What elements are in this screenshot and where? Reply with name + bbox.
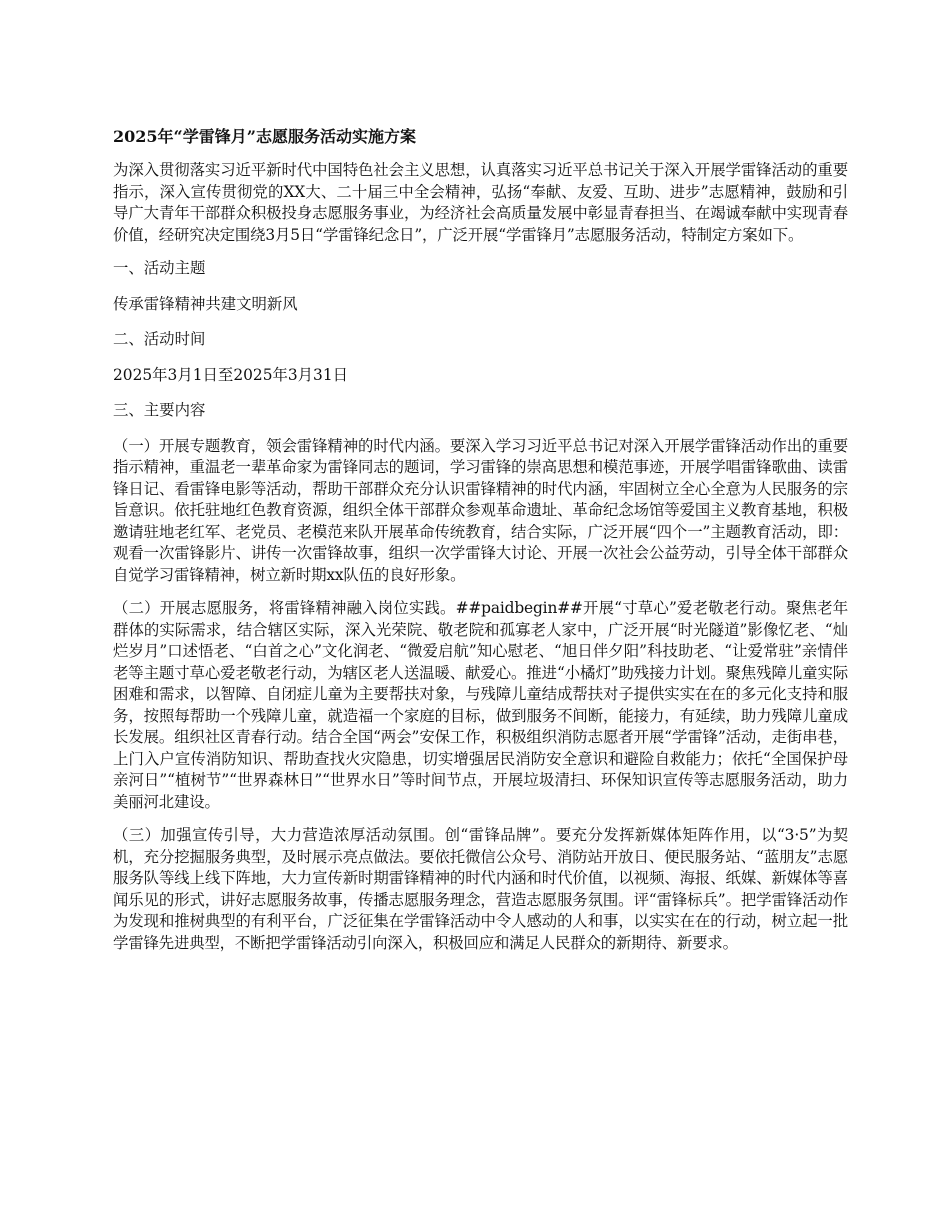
intro-paragraph: 为深入贯彻落实习近平新时代中国特色社会主义思想，认真落实习近平总书记关于深入开展学雷锋活动的重要指示，深入宣传贯彻党的XX大、二十届三中全会精神，弘扬“奉献、友爱、互助、进步”志愿精神，鼓励和引导广大青年干部群众积极投身志愿服务事业，为经济社会高质量发展中彰显青春担当、在竭诚奉献中实现青春价值，经研究决定围绕3月5日“学雷锋纪念日”，广泛开展“学雷锋月”志愿服务活动，特制定方案如下。 bbox=[113, 161, 848, 244]
section-body-theme: 传承雷锋精神共建文明新风 bbox=[113, 294, 298, 313]
section-heading-content: 三、主要内容 bbox=[113, 401, 206, 419]
document-title: 2025年“学雷锋月”志愿服务活动实施方案 bbox=[113, 127, 416, 146]
document-body bbox=[113, 126, 848, 966]
content-item-volunteer: （二）开展志愿服务，将雷锋精神融入岗位实践。##paidbegin##开展“寸草心”爱老敬老行动。聚焦老年群体的实际需求，结合辖区实际，深入光荣院、敬老院和孤寡老人家中，广泛开展“时光隧道”影像忆老、“灿烂岁月”口述悟老、“白首之心”文化润老、“微爱启航”知心慰老、“旭日伴夕阳”科技助老、“让爱常驻”亲情伴老等主题寸草心爱老敬老行动，为辖区老人送温暖、献爱心。推进“小橘灯”助残接力计划。聚焦残障儿童实际困难和需求，以智障、自闭症儿童为主要帮扶对象，与残障儿童结成帮扶对子提供实实在在的多元化支持和服务，按照每帮助一个残障儿童，就造福一个家庭的目标，做到服务不间断，能接力，有延续，助力残障儿童成长发展。组织社区青春行动。结合全国“两会”安保工作，积极组织消防志愿者开展“学雷锋”活动，走街串巷，上门入户宣传消防知识、帮助查找火灾隐患，切实增强居民消防安全意识和避险自救能力；依托“全国保护母亲河日”“植树节”“世界森林日”“世界水日”等时间节点，开展垃圾清扫、环保知识宣传等志愿服务活动，助力美丽河北建设。 bbox=[113, 599, 848, 811]
section-body-time: 2025年3月1日至2025年3月31日 bbox=[113, 365, 349, 384]
section-heading-theme: 一、活动主题 bbox=[113, 259, 206, 277]
content-item-education: （一）开展专题教育，领会雷锋精神的时代内涵。要深入学习习近平总书记对深入开展学雷锋活动作出的重要指示精神，重温老一辈革命家为雷锋同志的题词，学习雷锋的崇高思想和模范事迹，开展学唱雷锋歌曲、读雷锋日记、看雷锋电影等活动，帮助干部群众充分认识雷锋精神的时代内涵，牢固树立全心全意为人民服务的宗旨意识。依托驻地红色教育资源，组织全体干部群众参观革命遗址、革命纪念场馆等爱国主义教育基地，积极邀请驻地老红军、老党员、老模范来队开展革命传统教育，结合实际，广泛开展“四个一”主题教育活动，即：观看一次雷锋影片、讲传一次雷锋故事，组织一次学雷锋大讨论、开展一次社会公益劳动，引导全体干部群众自觉学习雷锋精神，树立新时期xx队伍的良好形象。 bbox=[113, 436, 848, 584]
content-item-publicity: （三）加强宣传引导，大力营造浓厚活动氛围。创“雷锋品牌”。要充分发挥新媒体矩阵作用，以“3·5”为契机，充分挖掘服务典型，及时展示亮点做法。要依托微信公众号、消防站开放日、便民服务站、“蓝朋友”志愿服务队等线上线下阵地，大力宣传新时期雷锋精神的时代内涵和时代价值，以视频、海报、纸媒、新媒体等喜闻乐见的形式，讲好志愿服务故事，传播志愿服务理念，营造志愿服务氛围。评“雷锋标兵”。把学雷锋活动作为发现和推树典型的有利平台，广泛征集在学雷锋活动中令人感动的人和事，以实实在在的行动，树立起一批学雷锋先进典型，不断把学雷锋活动引向深入，积极回应和满足人民群众的新期待、新要求。 bbox=[113, 826, 848, 952]
section-heading-time: 二、活动时间 bbox=[113, 330, 206, 348]
